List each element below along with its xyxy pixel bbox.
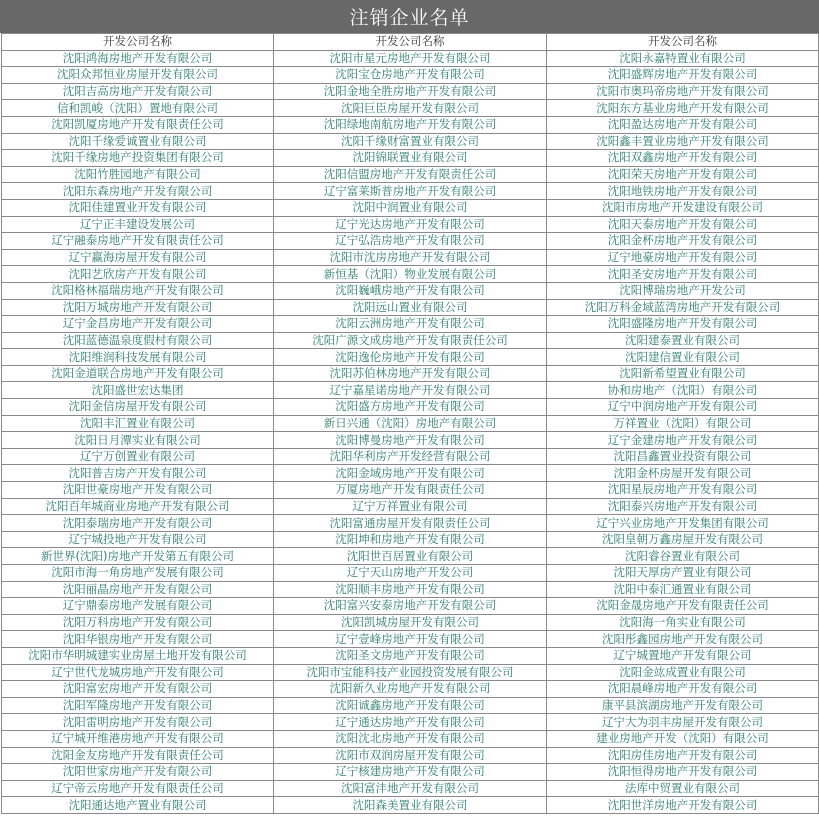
company-name-cell: 沈阳锦联置业有限公司 [274,150,547,167]
table-row [2,498,819,515]
company-name-cell: 沈阳东方基业房地产开发有限公司 [547,100,819,117]
company-name-cell: 沈阳远山置业有限公司 [274,299,547,316]
company-name-cell: 辽宁万祥置业有限公司 [274,498,547,515]
company-name-cell: 沈阳鸿海房地产开发有限公司 [2,50,274,67]
company-name-cell: 沈阳房佳房地产开发有限公司 [547,747,819,764]
company-name-cell: 沈阳鑫丰置业房地产开发有限公司 [547,133,819,150]
table-row [2,199,819,216]
company-name-cell: 协和房地产（沈阳）有限公司 [547,382,819,399]
company-name-cell: 辽宁大为羽丰房屋开发有限公司 [547,714,819,731]
company-name-cell: 沈阳盛隆房地产开发有限公司 [547,316,819,333]
company-name-cell: 沈阳千缘爱诚置业有限公司 [2,133,274,150]
table-row [2,714,819,731]
company-name-cell: 康平县滨湖房地产开发有限公司 [547,697,819,714]
table-row [2,316,819,333]
company-name-cell: 沈阳金晟房地产开发有限责任公司 [547,598,819,615]
company-name-cell: 沈阳众邦恒业房屋开发有限公司 [2,67,274,84]
company-name-cell: 辽宁通达房地产开发有限公司 [274,714,547,731]
table-row [2,183,819,200]
company-name-cell: 沈阳金道联合房地产开发有限公司 [2,365,274,382]
company-name-cell: 沈阳建泰置业有限公司 [547,332,819,349]
company-name-cell: 新恒基（沈阳）物业发展有限公司 [274,266,547,283]
company-name-cell: 辽宁正丰建设发展公司 [2,216,274,233]
table-row [2,365,819,382]
company-name-cell: 沈阳丽晶房地产开发有限公司 [2,581,274,598]
table-row [2,432,819,449]
company-name-cell: 辽宁城置地产开发有限公司 [547,647,819,664]
table-row [2,415,819,432]
table-row [2,780,819,797]
company-name-cell: 沈阳晨峰房地产开发有限公司 [547,681,819,698]
company-name-cell: 沈阳地铁房地产开发有限公司 [547,183,819,200]
table-row [2,764,819,781]
company-name-cell: 沈阳佳建置业开发有限公司 [2,199,274,216]
company-name-cell: 沈阳皇朝万鑫房屋开发有限公司 [547,531,819,548]
company-name-cell: 沈阳千缘财富置业有限公司 [274,133,547,150]
company-name-cell: 辽宁万创置业有限公司 [2,448,274,465]
table-row [2,581,819,598]
company-name-cell: 沈阳万科金域蓝湾房地产开发有限公司 [547,299,819,316]
table-row [2,565,819,582]
table-row [2,116,819,133]
table-row [2,50,819,67]
company-name-cell: 信和凯峻（沈阳）置地有限公司 [2,100,274,117]
company-name-cell: 沈阳云洲房地产开发有限公司 [274,316,547,333]
company-name-cell: 沈阳泰瑞房地产开发有限公司 [2,515,274,532]
table-row [2,83,819,100]
company-name-cell: 沈阳新久业房地产开发有限公司 [274,681,547,698]
company-name-cell: 万祥置业（沈阳）有限公司 [547,415,819,432]
company-name-cell: 辽宁兴业房地产开发集团有限公司 [547,515,819,532]
company-name-cell: 沈阳圣安房地产开发有限公司 [547,266,819,283]
company-name-cell: 沈阳博曼房地产开发有限公司 [274,432,547,449]
table-row [2,598,819,615]
company-name-cell: 沈阳中润置业有限公司 [274,199,547,216]
company-name-cell: 沈阳市奥玛帝房地产开发有限公司 [547,83,819,100]
company-name-cell: 沈阳世豪房地产开发有限公司 [2,482,274,499]
company-name-cell: 辽宁富莱斯普房地产开发有限公司 [274,183,547,200]
company-name-cell: 辽宁金昌房地产开发有限公司 [2,316,274,333]
company-name-cell: 沈阳格林福瑞房地产开发有限公司 [2,282,274,299]
company-name-cell: 沈阳百年城商业房地产开发有限公司 [2,498,274,515]
company-name-cell: 辽宁世代龙城房地产开发有限公司 [2,664,274,681]
company-name-cell: 沈阳市沈房房地产开发有限公司 [274,249,547,266]
company-name-cell: 沈阳逸伦房地产开发有限公司 [274,349,547,366]
company-name-cell: 沈阳彤鑫园房地产开发有限公司 [547,631,819,648]
table-body [2,50,819,813]
company-name-cell: 沈阳雷明房地产开发有限公司 [2,714,274,731]
company-name-cell: 辽宁弘浩房地产开发有限公司 [274,233,547,250]
company-name-cell: 沈阳市双润房屋开发有限公司 [274,747,547,764]
table-row [2,166,819,183]
table-row [2,282,819,299]
company-name-cell: 辽宁城投地产开发有限公司 [2,531,274,548]
table-row [2,614,819,631]
table-row [2,249,819,266]
column-header: 开发公司名称 [274,34,547,51]
company-name-cell: 沈阳世洋房地产开发有限公司 [547,797,819,814]
company-name-cell: 沈阳金竑成置业有限公司 [547,664,819,681]
table-row [2,399,819,416]
company-name-cell: 沈阳星辰房地产开发有限公司 [547,482,819,499]
table-row [2,797,819,814]
company-name-cell: 沈阳市海一角房地产发展有限公司 [2,565,274,582]
table-row [2,349,819,366]
company-name-cell: 沈阳双鑫房地产开发有限公司 [547,150,819,167]
company-name-cell: 辽宁核建房地产开发有限公司 [274,764,547,781]
company-name-cell: 沈阳天厚房产置业有限公司 [547,565,819,582]
company-name-cell: 辽宁赢海房屋开发有限公司 [2,249,274,266]
table-row [2,515,819,532]
company-name-cell: 辽宁金建房地产开发有限公司 [547,432,819,449]
company-name-cell: 沈阳维润科技发展有限公司 [2,349,274,366]
company-name-cell: 沈阳沈北房地产开发有限公司 [274,730,547,747]
company-name-cell: 沈阳盛辉房地产开发有限公司 [547,67,819,84]
company-name-cell: 沈阳巨臣房屋开发有限公司 [274,100,547,117]
company-name-cell: 沈阳万科房地产开发有限公司 [2,614,274,631]
company-name-cell: 辽宁嘉星诺房地产开发有限公司 [274,382,547,399]
company-name-cell: 沈阳天泰房地产开发有限公司 [547,216,819,233]
company-name-cell: 沈阳富沣地产开发有限公司 [274,780,547,797]
company-name-cell: 沈阳千缘房地产投资集团有限公司 [2,150,274,167]
company-name-cell: 沈阳森美置业有限公司 [274,797,547,814]
company-table [1,33,819,814]
company-name-cell: 沈阳富宏房地产开发有限公司 [2,681,274,698]
company-name-cell: 沈阳通达地产置业有限公司 [2,797,274,814]
company-name-cell: 沈阳蓝德温泉度假村有限公司 [2,332,274,349]
company-name-cell: 沈阳坤和房地产开发有限公司 [274,531,547,548]
company-name-cell: 沈阳顺丰房地产开发有限公司 [274,581,547,598]
column-header: 开发公司名称 [2,34,274,51]
company-name-cell: 沈阳市房地产开发建设有限公司 [547,199,819,216]
company-name-cell: 沈阳金杯房屋开发有限公司 [547,465,819,482]
table-row [2,697,819,714]
page-title: 注销企业名单 [0,0,819,33]
company-name-cell: 沈阳睿谷置业有限公司 [547,548,819,565]
company-name-cell: 沈阳永嘉特置业有限公司 [547,50,819,67]
company-name-cell: 法库中贸置业有限公司 [547,780,819,797]
company-name-cell: 沈阳信盟房地产开发有限责任公司 [274,166,547,183]
company-name-cell: 沈阳凯厦房地产开发有限责任公司 [2,116,274,133]
company-name-cell: 辽宁壹峰房地产开发有限公司 [274,631,547,648]
company-name-cell: 辽宁融泰房地产开发有限责任公司 [2,233,274,250]
company-name-cell: 沈阳日月潭实业有限公司 [2,432,274,449]
company-name-cell: 沈阳世百居置业有限公司 [274,548,547,565]
company-name-cell: 沈阳东森房地产开发有限公司 [2,183,274,200]
table-row [2,216,819,233]
company-name-cell: 沈阳盈达房地产开发有限公司 [547,116,819,133]
table-row [2,266,819,283]
company-name-cell: 沈阳华利房产开发经营有限公司 [274,448,547,465]
company-name-cell: 沈阳中泰汇通置业有限公司 [547,581,819,598]
table-row [2,150,819,167]
company-name-cell: 沈阳金信房屋开发有限公司 [2,399,274,416]
company-name-cell: 沈阳丰汇置业有限公司 [2,415,274,432]
company-name-cell: 沈阳荣天房地产开发有限公司 [547,166,819,183]
company-name-cell: 沈阳世家房地产开发有限公司 [2,764,274,781]
company-name-cell: 沈阳绿地南航房地产开发有限公司 [274,116,547,133]
company-name-cell: 沈阳新希望置业有限公司 [547,365,819,382]
company-name-cell: 沈阳市星元房地产开发有限公司 [274,50,547,67]
company-name-cell: 万厦房地产开发有限责任公司 [274,482,547,499]
company-name-cell: 沈阳苏伯林房地产开发有限公司 [274,365,547,382]
company-name-cell: 沈阳巍峨房地产开发有限公司 [274,282,547,299]
company-name-cell: 辽宁地豪房地产开发有限公司 [547,249,819,266]
company-name-cell: 沈阳艺欣房产开发有限公司 [2,266,274,283]
company-name-cell: 沈阳恒得房地产开发有限公司 [547,764,819,781]
company-name-cell: 沈阳盛世宏达集团 [2,382,274,399]
company-name-cell: 沈阳富兴安泰房地产开发有限公司 [274,598,547,615]
table-row [2,299,819,316]
company-name-cell: 辽宁城开维港房地产开发有限公司 [2,730,274,747]
company-name-cell: 沈阳竹胜园地产有限公司 [2,166,274,183]
company-name-cell: 沈阳普吉房产开发有限公司 [2,465,274,482]
company-name-cell: 辽宁鼎泰房地产发展有限公司 [2,598,274,615]
table-row [2,548,819,565]
company-name-cell: 沈阳昌鑫置业投资有限公司 [547,448,819,465]
table-row [2,647,819,664]
company-name-cell: 沈阳泰兴房地产开发有限公司 [547,498,819,515]
company-name-cell: 沈阳吉高房地产开发有限公司 [2,83,274,100]
table-row [2,100,819,117]
company-name-cell: 新世界(沈阳)房地产开发第五有限公司 [2,548,274,565]
column-header: 开发公司名称 [547,34,819,51]
table-row [2,465,819,482]
company-name-cell: 沈阳市华明城建实业房屋土地开发有限公司 [2,647,274,664]
company-name-cell: 沈阳金地全胜房地产开发有限公司 [274,83,547,100]
table-row [2,681,819,698]
company-name-cell: 沈阳凯城房屋开发有限公司 [274,614,547,631]
table-row [2,332,819,349]
table-row [2,664,819,681]
company-name-cell: 沈阳金域房地产开发有限公司 [274,465,547,482]
company-name-cell: 沈阳军隆房地产开发有限公司 [2,697,274,714]
company-name-cell: 沈阳市宝能科技产业园投资发展有限公司 [274,664,547,681]
table-row [2,233,819,250]
table-row [2,382,819,399]
company-name-cell: 建业房地产开发（沈阳）有限公司 [547,730,819,747]
company-name-cell: 辽宁天山房地产开发公司 [274,565,547,582]
table-row [2,133,819,150]
table-row [2,747,819,764]
company-name-cell: 辽宁光达房地产开发有限公司 [274,216,547,233]
table-row [2,531,819,548]
company-name-cell: 新日兴通（沈阳）房地产有限公司 [274,415,547,432]
company-name-cell: 沈阳金杯房地产开发有限公司 [547,233,819,250]
company-name-cell: 沈阳建信置业有限公司 [547,349,819,366]
company-name-cell: 沈阳海一角实业有限公司 [547,614,819,631]
company-name-cell: 沈阳盛方房地产开发有限公司 [274,399,547,416]
company-name-cell: 辽宁中润房地产开发有限公司 [547,399,819,416]
company-name-cell: 沈阳富通房屋开发有限责任公司 [274,515,547,532]
header-row [2,34,819,51]
company-name-cell: 沈阳诚鑫房地产开发有限公司 [274,697,547,714]
company-name-cell: 辽宁帝云房地产开发有限责任公司 [2,780,274,797]
company-name-cell: 沈阳金友房地产开发有限责任公司 [2,747,274,764]
company-name-cell: 沈阳圣文房地产开发有限公司 [274,647,547,664]
company-name-cell: 沈阳博瑞房地产开发公司 [547,282,819,299]
table-row [2,730,819,747]
company-name-cell: 沈阳宝仓房地产开发有限公司 [274,67,547,84]
table-header [2,34,819,51]
table-row [2,448,819,465]
company-name-cell: 沈阳广源文成房地产开发有限责任公司 [274,332,547,349]
company-name-cell: 沈阳华银房地产开发有限公司 [2,631,274,648]
table-row [2,67,819,84]
company-name-cell: 沈阳万城房地产开发有限公司 [2,299,274,316]
table-row [2,631,819,648]
table-row [2,482,819,499]
